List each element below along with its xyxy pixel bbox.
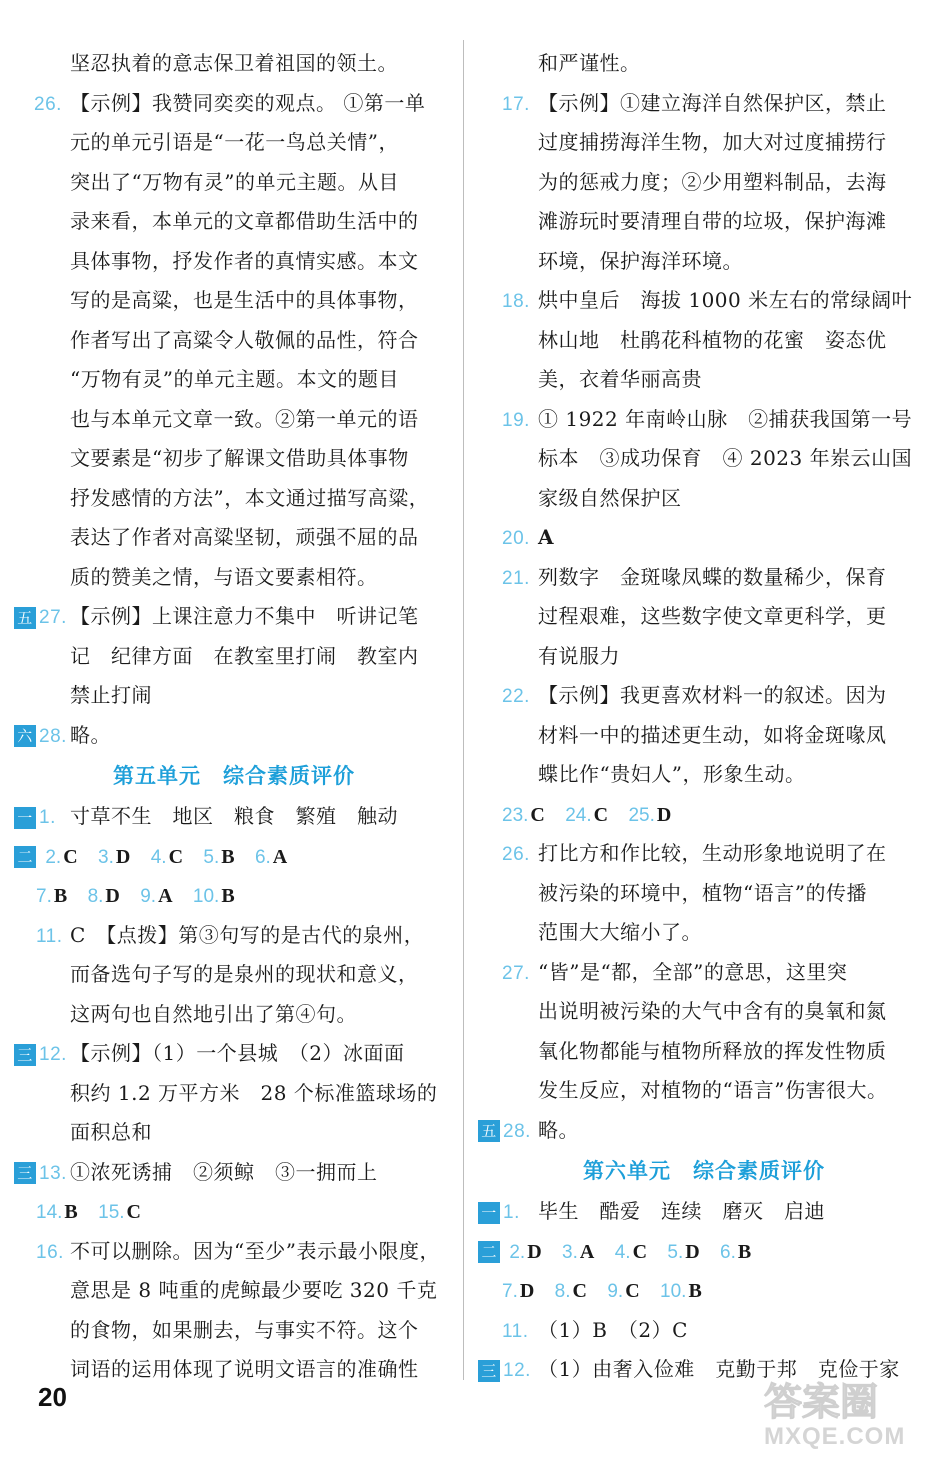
- section-badge: 五: [14, 607, 36, 629]
- answer-item: 2. C: [45, 845, 78, 868]
- question-number: 27.: [39, 607, 67, 628]
- question-number: 13.: [39, 1162, 67, 1184]
- watermark: [760, 1375, 935, 1460]
- answer-item: 10. B: [192, 885, 235, 907]
- question-22: 22. 【示例】我更喜欢材料一的叙述。因为 材料一中的描述更生动，如将金斑喙凤 蝶比作“贵妇人”，形象生动。: [478, 676, 930, 795]
- section-badge: 三: [14, 1162, 36, 1184]
- page-number: 20: [38, 1382, 67, 1412]
- answer-item: 3. D: [98, 845, 131, 868]
- question-number: 1.: [39, 807, 56, 828]
- question-number: 16.: [36, 1241, 64, 1263]
- answer-item: 24. C: [565, 803, 609, 826]
- question-12: 三 12. 【示例】（1）一个县城 （2）冰面面 积约 1.2 万平方米 28 个标准篮球场的 面积总和: [14, 1034, 454, 1153]
- question-28: 六 28. 略。: [14, 716, 454, 756]
- question-number: 12.: [503, 1360, 531, 1381]
- question-19: 19. ① 1922 年南岭山脉 ②捕获我国第一号 标本 ③成功保育 ④ 2023 年岽云山国 家级自然保护区: [478, 400, 930, 519]
- watermark-logo-icon: [760, 1375, 935, 1425]
- answer-item: 8. D: [87, 885, 120, 907]
- question-number: 18.: [502, 291, 530, 312]
- answers-7-10: [14, 876, 454, 916]
- question-21: 21. 列数字 金斑喙凤蝶的数量稀少，保育 过程艰难，这些数字使文章更科学，更 有说服力: [478, 558, 930, 677]
- question-13: 三 13. ①浓死诱捕 ②须鲸 ③一拥而上: [14, 1153, 454, 1193]
- unit-5-heading: 第五单元 综合素质评价: [113, 764, 355, 788]
- question-27-right: 27. “皆”是“都，全部”的意思，这里突 出说明被污染的大气中含有的臭氧和氮 氧化物都能与植物所释放的挥发性物质 发生反应，对植物的“语言”伤害很大。: [478, 953, 930, 1111]
- answer-item: 9. C: [607, 1280, 640, 1302]
- question-number: 1.: [503, 1202, 520, 1223]
- section-badge: 二: [14, 846, 36, 868]
- answer-item: 10. B: [660, 1280, 702, 1302]
- question-1: 一 1. 寸草不生 地区 粮食 繁殖 触动: [14, 797, 454, 837]
- answers-23-25: [478, 795, 930, 835]
- question-number: 21.: [502, 567, 530, 589]
- question-26: 26. 【示例】我赞同奕奕的观点。 ①第一单 元的单元引语是“一花一鸟总关情”， 突出了“万物有灵”的单元主题。从目 录来看，本单元的文章都借助生活中的 具体事物，抒发作者的真情实感。本文 写的是高粱，也是生活中的具体事物， 作者写出了高粱令人敬佩的品性，符合 “万物有灵”的单元主题。本文的题目 也与本单元文章一致。②第一单元的语 文要素是“初步了解课文借助具体事物 抒发感情的方法”，本文通过描写高粱， 表达了作者对高粱坚韧，顽强不屈的品 质的赞美之情，与语文要素相符。: [14, 84, 454, 598]
- question-1-right: 一 1. 毕生 酷爱 连续 磨灭 启迪: [478, 1192, 930, 1232]
- answer-item: 15. C: [98, 1201, 141, 1223]
- answers-2-6: [14, 837, 454, 877]
- continued-line: 和严谨性。: [538, 51, 641, 75]
- watermark-site: MXQE.COM: [764, 1423, 906, 1450]
- answer-item: 7. B: [36, 885, 68, 907]
- right-column: [478, 44, 930, 1390]
- answer-item: 3. A: [562, 1240, 595, 1263]
- answer-item: 8. C: [554, 1280, 587, 1302]
- question-28-right: 五 28. 略。: [478, 1111, 930, 1151]
- answer-item: 5. B: [203, 845, 235, 868]
- question-number: 22.: [502, 686, 530, 707]
- question-17: 17. 【示例】①建立海洋自然保护区，禁止 过度捕捞海洋生物，加大对过度捕捞行 为的惩戒力度；②少用塑料制品，去海 滩游玩时要清理自带的垃圾，保护海滩 环境，保护海洋环境。: [478, 84, 930, 282]
- unit-6-heading: 第六单元 综合素质评价: [583, 1159, 825, 1183]
- section-badge: 五: [478, 1120, 500, 1142]
- question-number: 20.: [502, 528, 530, 549]
- question-number: 11.: [36, 925, 63, 947]
- section-badge: 三: [14, 1044, 36, 1066]
- question-20: 20. A: [478, 518, 930, 558]
- section-badge: 一: [478, 1202, 500, 1224]
- section-badge: 三: [478, 1360, 500, 1382]
- question-number: 11.: [502, 1320, 529, 1342]
- column-divider: [463, 40, 464, 1380]
- section-badge: 六: [14, 725, 36, 747]
- continued-line: 坚忍执着的意志保卫着祖国的领土。: [70, 51, 398, 75]
- answer-item: 6. A: [254, 845, 288, 868]
- question-18: 18. 烘中皇后 海拔 1000 米左右的常绿阔叶 林山地 杜鹃花科植物的花蜜 姿态优 美，衣着华丽高贵: [478, 281, 930, 400]
- section-badge: 二: [478, 1241, 500, 1263]
- answer-item: 14. B: [36, 1201, 78, 1223]
- answers-7-10-right: [478, 1271, 930, 1311]
- question-number: 19.: [502, 409, 530, 431]
- question-number: 26.: [502, 844, 530, 865]
- question-11-right: 11. （1）B （2）C: [478, 1311, 930, 1351]
- question-number: 27.: [502, 962, 530, 984]
- question-26-right: 26. 打比方和作比较，生动形象地说明了在 被污染的环境中，植物“语言”的传播 范围大大缩小了。: [478, 834, 930, 953]
- answer-item: 2. D: [509, 1240, 542, 1263]
- question-number: 12.: [39, 1044, 67, 1065]
- left-column: [14, 44, 454, 1390]
- answer-item: 4. C: [150, 845, 184, 868]
- answer-item: 9. A: [140, 885, 173, 907]
- answer-item: 6. B: [720, 1240, 752, 1263]
- question-number: 28.: [503, 1120, 531, 1142]
- question-12-right: 三 12. （1）由奢入俭难 克勤于邦 克俭于家: [478, 1350, 930, 1390]
- question-27: 五 27. 【示例】上课注意力不集中 听讲记笔 记 纪律方面 在教室里打闹 教室内 禁止打闹: [14, 597, 454, 716]
- question-16: 16. 不可以删除。因为“至少”表示最小限度， 意思是 8 吨重的虎鲸最少要吃 320 千克 的食物，如果删去，与事实不符。这个 词语的运用体现了说明文语言的准确性: [14, 1232, 454, 1390]
- answer-item: 7. D: [502, 1280, 535, 1302]
- svg-text:答案圈: 答案圈: [764, 1380, 879, 1424]
- question-number: 28.: [39, 725, 67, 747]
- question-number: 26.: [34, 93, 62, 115]
- answers-2-6-right: [478, 1232, 930, 1272]
- question-11: 11. C 【点拨】第③句写的是古代的泉州， 而备选句子写的是泉州的现状和意义， 这两句也自然地引出了第④句。: [14, 916, 454, 1035]
- section-badge: 一: [14, 807, 36, 829]
- answer-item: 23. C: [502, 803, 545, 826]
- answers-14-15: [14, 1192, 454, 1232]
- answer-item: 25. D: [628, 803, 672, 826]
- answer-item: 4. C: [614, 1240, 648, 1263]
- question-number: 17.: [502, 93, 530, 115]
- answer-item: 5. D: [667, 1240, 700, 1263]
